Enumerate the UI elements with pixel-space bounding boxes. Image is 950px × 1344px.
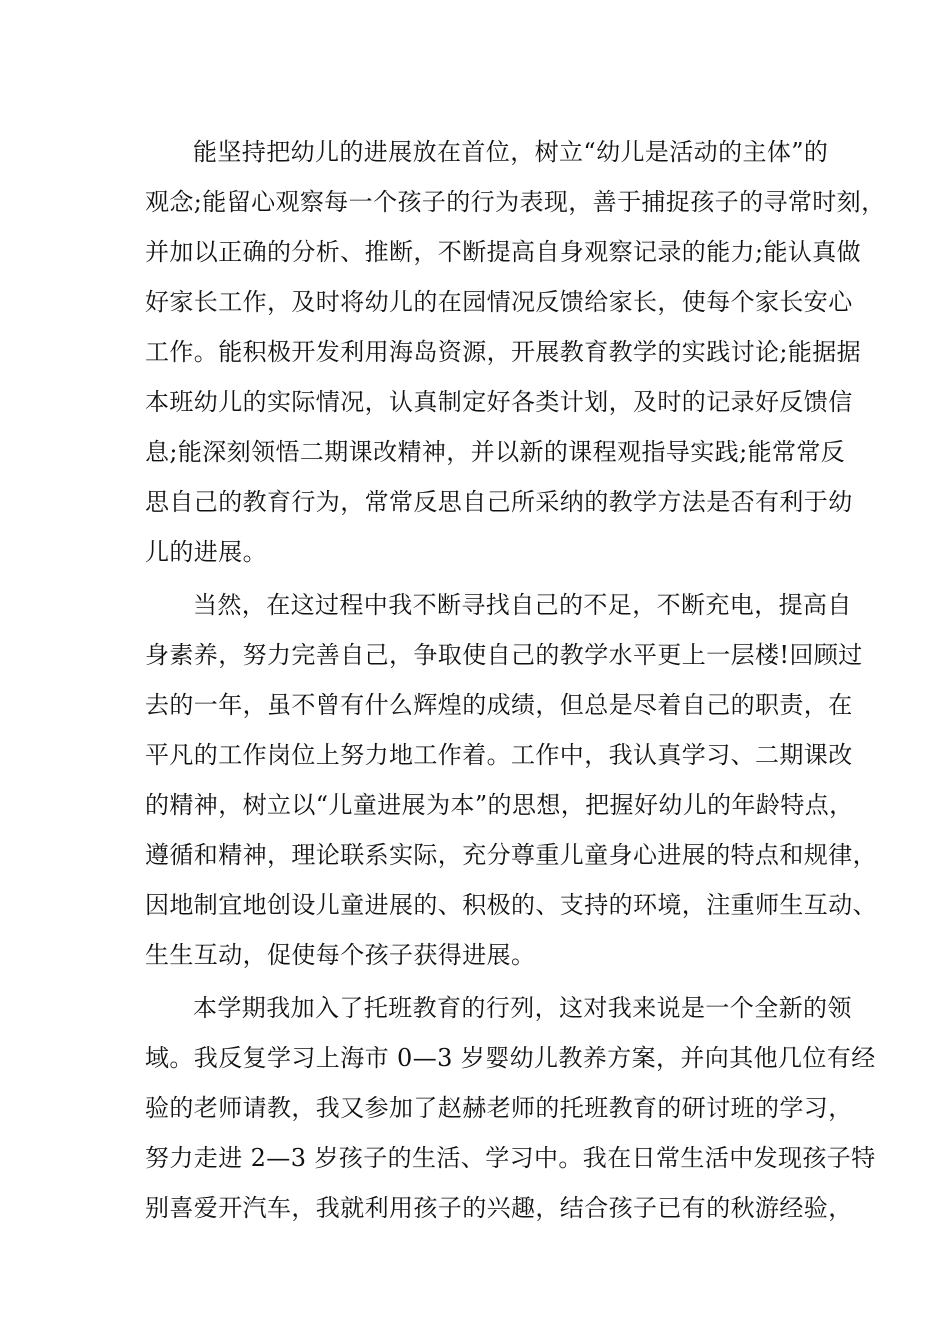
paragraph-3-line-5: 别喜爱开汽车，我就利用孩子的兴趣，结合孩子已有的秋游经验， [145, 1194, 853, 1222]
paragraph-1-line-5: 工作。能积极开发利用海岛资源，开展教育教学的实践讨论;能据据 [145, 338, 862, 366]
paragraph-1-line-2: 观念;能留心观察每一个孩子的行为表现，善于捕捉孩子的寻常时刻， [145, 188, 886, 216]
paragraph-1-line-7: 息;能深刻领悟二期课改精神，并以新的课程观指导实践;能常常反 [145, 438, 846, 466]
paragraph-2-line-2: 身素养，努力完善自己，争取使自己的教学水平更上一层楼!回顾过 [145, 641, 863, 669]
paragraph-3-line-1: 本学期我加入了托班教育的行列，这对我来说是一个全新的领 [193, 994, 852, 1022]
paragraph-2-line-3: 去的一年，虽不曾有什么辉煌的成绩，但总是尽着自己的职责，在 [145, 691, 853, 719]
paragraph-1-line-3: 并加以正确的分析、推断，不断提高自身观察记录的能力;能认真做 [145, 238, 862, 266]
paragraph-2-line-4: 平凡的工作岗位上努力地工作着。工作中，我认真学习、二期课改 [145, 741, 853, 769]
paragraph-2-line-6: 遵循和精神，理论联系实际，充分尊重儿童身心进展的特点和规律， [145, 841, 877, 869]
paragraph-1-line-1: 能坚持把幼儿的进展放在首位，树立“幼儿是活动的主体”的 [193, 138, 829, 166]
paragraph-2-line-7: 因地制宜地创设儿童进展的、积极的、支持的环境，注重师生互动、 [145, 891, 877, 919]
paragraph-3-line-4: 努力走进 2—3 岁孩子的生活、学习中。我在日常生活中发现孩子特 [145, 1144, 876, 1172]
paragraph-1-line-9: 儿的进展。 [145, 538, 267, 566]
paragraph-2-line-1: 当然，在这过程中我不断寻找自己的不足，不断充电，提高自 [193, 591, 852, 619]
paragraph-2-line-8: 生生互动，促使每个孩子获得进展。 [145, 941, 536, 969]
paragraph-2-line-5: 的精神，树立以“儿童进展为本”的思想，把握好幼儿的年龄特点， [145, 791, 854, 819]
paragraph-1-line-8: 思自己的教育行为，常常反思自己所采纳的教学方法是否有利于幼 [145, 488, 853, 516]
paragraph-1-line-4: 好家长工作，及时将幼儿的在园情况反馈给家长，使每个家长安心 [145, 288, 853, 316]
paragraph-3-line-2: 域。我反复学习上海市 0—3 岁婴幼儿教养方案，并向其他几位有经 [145, 1044, 876, 1072]
paragraph-3-line-3: 验的老师请教，我又参加了赵赫老师的托班教育的研讨班的学习， [145, 1094, 853, 1122]
paragraph-1-line-6: 本班幼儿的实际情况，认真制定好各类计划，及时的记录好反馈信 [145, 388, 853, 416]
